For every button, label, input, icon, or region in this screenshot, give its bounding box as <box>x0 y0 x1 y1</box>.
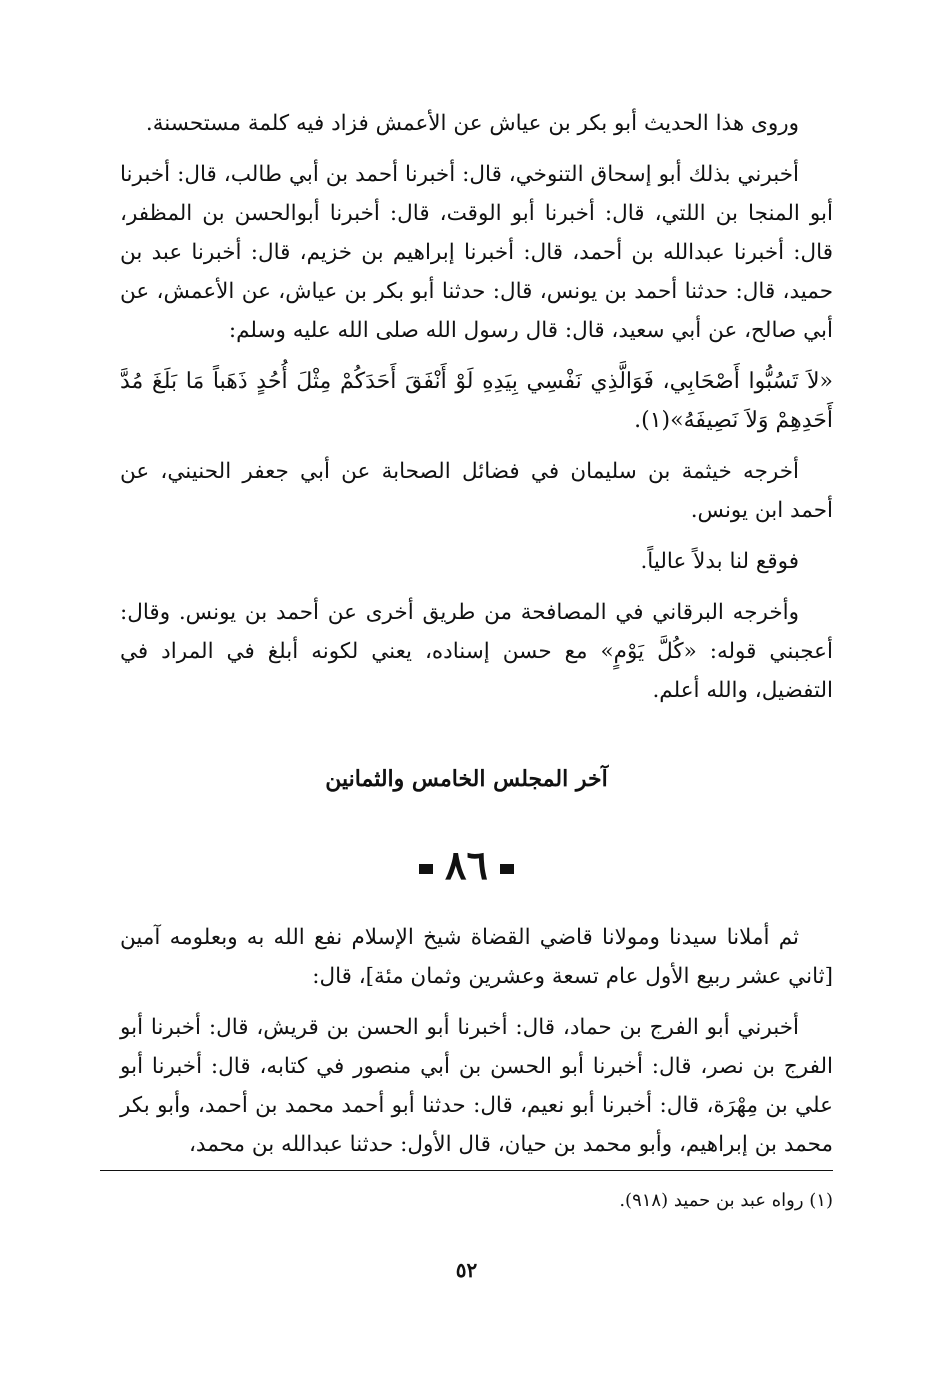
session-number: ٨٦ <box>445 842 488 889</box>
dash-ornament-right <box>500 864 514 874</box>
hadith-text: «لاَ تَسُبُّوا أَصْحَابِي، فَوَالَّذِي نَفْسِي بِيَدِهِ لَوْ أَنْفَقَ أَحَدَكُمْ مِثْلَ أُحُدٍ ذَهَباً مَا بَلَغَ مُدَّ أَحَدِهِمْ وَلاَ نَصِيفَهُ»(١). <box>120 369 833 433</box>
paragraph-takhrij: أخرجه خيثمة بن سليمان في فضائل الصحابة عن أبي جعفر الحنيني، عن أحمد ابن يونس. <box>120 459 833 523</box>
paragraph-barqani: وأخرجه البرقاني في المصافحة من طريق أخرى عن أحمد بن يونس. وقال: أعجبني قوله: «كُلَّ يَوْمٍ» مع حسن إسناده، يعني لكونه أبلغ في المراد في التفضيل، والله أعلم. <box>120 600 833 703</box>
paragraph-isnad-2: أخبرني أبو الفرج بن حماد، قال: أخبرنا أبو الحسن بن قريش، قال: أخبرنا أبو الفرج بن نصر، قال: أخبرنا أبو الحسن بن أبي منصور في كتابه، قال: أخبرنا أبو علي بن مِهْرَة، قال: أخبرنا أبو نعيم، قال: حدثنا أبو أحمد محمد بن أحمد، وأبو بكر محمد بن إبراهيم، وأبو محمد بن حيان، قال الأول: حدثنا عبدالله بن محمد، <box>120 1015 833 1157</box>
session-closing-title: آخر المجلس الخامس والثمانين <box>325 766 608 792</box>
paragraph-isnad: أخبرني بذلك أبو إسحاق التنوخي، قال: أخبرنا أحمد بن أبي طالب، قال: أخبرنا أبو المنجا بن اللتي، قال: أخبرنا أبو الوقت، قال: أخبرنا أبوالحسن بن المظفر، قال: أخبرنا عبدالله بن أحمد، قال: أخبرنا إبراهيم بن خزيم، قال: أخبرنا عبد بن حميد، قال: حدثنا أحمد بن يونس، قال: حدثنا أبو بكر بن عياش، عن الأعمش، عن أبي صالح، عن أبي سعيد، قال: قال رسول الله صلى الله عليه وسلم: <box>120 162 833 343</box>
dash-ornament-left <box>419 864 433 874</box>
page-number: ٥٢ <box>455 1258 478 1282</box>
paragraph-note: فوقع لنا بدلاً عالياً. <box>640 549 799 574</box>
footnote-divider <box>100 1170 833 1171</box>
session-number-heading <box>0 842 933 889</box>
footnote: (١) رواه عبد بن حميد (٩١٨). <box>619 1190 833 1211</box>
main-text-bottom <box>120 918 833 1176</box>
paragraph-intro: وروى هذا الحديث أبو بكر بن عياش عن الأعمش فزاد فيه كلمة مستحسنة. <box>145 111 799 136</box>
main-text-top <box>120 104 833 722</box>
paragraph-dictation: ثم أملانا سيدنا ومولانا قاضي القضاة شيخ الإسلام نفع الله به وبعلومه آمين [ثاني عشر ربيع الأول عام تسعة وعشرين وثمان مئة]، قال: <box>120 925 833 989</box>
